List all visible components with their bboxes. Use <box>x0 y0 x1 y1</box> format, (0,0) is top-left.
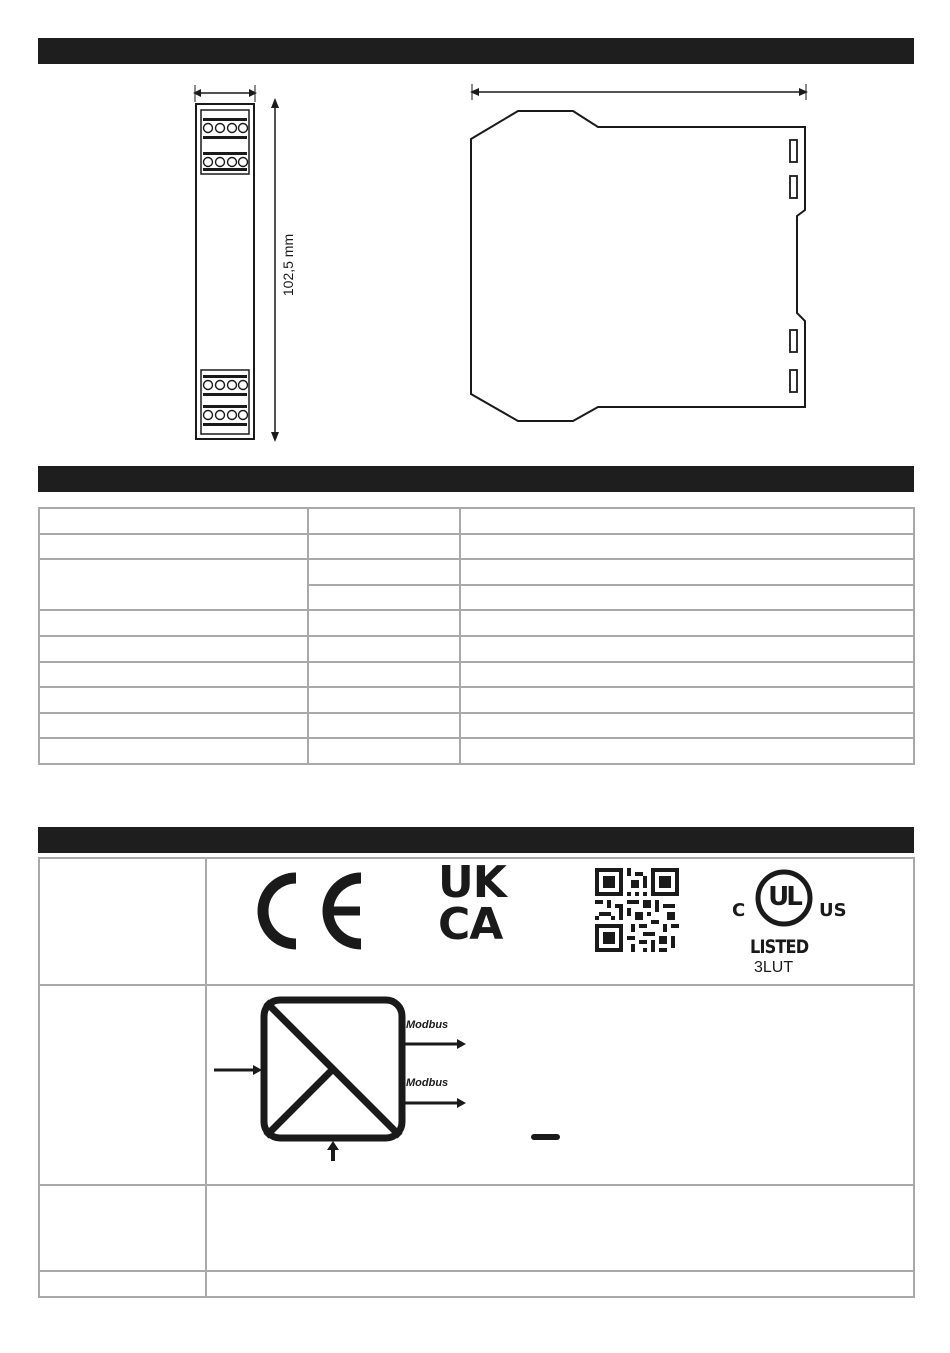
specifications-table <box>38 507 915 765</box>
dash-mark <box>531 1134 560 1140</box>
ukca-line-2: CA <box>438 899 503 950</box>
section-header-bar-specs <box>38 466 914 492</box>
section-header-bar-dimensions <box>38 38 914 64</box>
table-row <box>39 636 914 662</box>
ukca-mark-logo <box>438 857 528 950</box>
table-row <box>39 713 914 739</box>
table-row <box>39 662 914 688</box>
ul-c-text: C <box>732 900 746 921</box>
output-2-protocol-label: Modbus <box>406 1077 449 1089</box>
table-row <box>39 534 914 560</box>
table-row <box>39 559 914 585</box>
ul-us-text: US <box>819 900 847 921</box>
ul-mark-text: UL <box>768 882 800 912</box>
side-view-drawing <box>460 80 820 430</box>
ukca-line-1: UK <box>438 857 506 908</box>
ul-listed-text: LISTED <box>750 936 809 958</box>
table-row <box>39 610 914 636</box>
row-divider <box>40 984 913 986</box>
ul-listed-logo <box>728 868 848 980</box>
table-row <box>39 687 914 713</box>
section-header-bar-certifications <box>38 827 914 853</box>
ce-mark-logo <box>248 868 368 954</box>
output-1-protocol-label: Modbus <box>406 1019 449 1031</box>
table-row <box>39 508 914 534</box>
qr-code <box>595 868 679 952</box>
table-row <box>39 738 914 764</box>
column-divider <box>205 859 207 1296</box>
height-dimension-label: 102,5 mm <box>280 233 296 297</box>
row-divider <box>40 1184 913 1186</box>
ul-code-text: 3LUT <box>754 959 794 976</box>
row-divider <box>40 1270 913 1272</box>
